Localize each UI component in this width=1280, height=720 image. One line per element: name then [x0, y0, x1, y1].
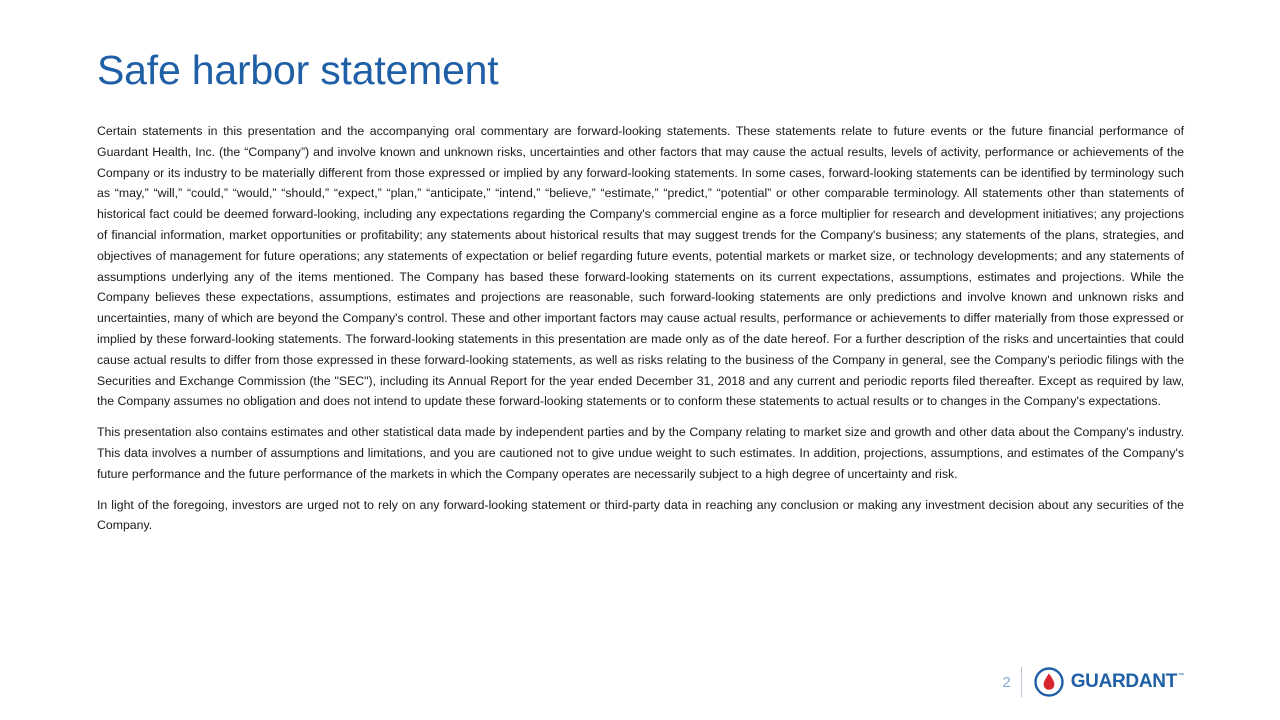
- paragraph-statistical-data: This presentation also contains estimates and other statistical data made by independent parties and by the Company relating to market size and growth and other data about the Company's industry. This data involves a number of assumptions and limitations, and you are cautioned not to give undue weight to such estimates. In addition, projections, assumptions, and estimates of the Company's future performance and the future performance of the markets in which the Company operates are necessarily subject to a high degree of uncertainty and risk.: [97, 425, 1184, 481]
- slide-footer: [1002, 666, 1184, 698]
- guardant-logo: [1034, 667, 1184, 697]
- paragraph-forward-looking: Certain statements in this presentation and the accompanying oral commentary are forward-looking statements. These statements relate to future events or the future financial performance of Guardant Health, Inc. (the “Company”) and involve known and unknown risks, uncertainties and other factors that may cause the actual results, levels of activity, performance or achievements of the Company or its industry to be materially different from those expressed or implied by any forward-looking statements. In some cases, forward-looking statements can be identified by terminology such as “may,” “will,” “could,” “would,” “should,” “expect,” “plan,” “anticipate,” “intend,” “believe,” “estimate,” “predict,” “potential” or other comparable terminology. All statements other than statements of historical fact could be deemed forward-looking, including any expectations regarding the Company's commercial engine as a force multiplier for research and development initiatives; any projections of financial information, market opportunities or profitability; any statements about historical results that may suggest trends for the Company's business; any statements of the plans, strategies, and objectives of management for future operations; any statements of expectation or belief regarding future events, potential markets or market size, or technology developments; and any statements of assumptions underlying any of the items mentioned. The Company has based these forward-looking statements on its current expectations, assumptions, estimates and projections. While the Company believes these expectations, assumptions, estimates and projections are reasonable, such forward-looking statements are only predictions and involve known and unknown risks and uncertainties, many of which are beyond the Company's control. These and other important factors may cause actual results, performance or achievements to differ materially from those expressed or implied by these forward-looking statements. The forward-looking statements in this presentation are made only as of the date hereof. For a further description of the risks and uncertainties that could cause actual results to differ from those expressed in these forward-looking statements, as well as risks relating to the business of the Company in general, see the Company's periodic filings with the Securities and Exchange Commission (the "SEC"), including its Annual Report for the year ended December 31, 2018 and any current and periodic reports filed thereafter. Except as required by law, the Company assumes no obligation and does not intend to update these forward-looking statements or to conform these statements to actual results or to changes in the Company's expectations.: [97, 124, 1184, 409]
- safe-harbor-body: [97, 121, 1184, 546]
- logo-wordmark: GUARDANT: [1070, 671, 1177, 692]
- footer-divider: [1021, 667, 1022, 697]
- page-number: 2: [1002, 674, 1011, 691]
- page-title: Safe harbor statement: [97, 47, 499, 93]
- logo-trademark: ™: [1178, 673, 1184, 679]
- blood-drop-icon: [1034, 667, 1064, 697]
- paragraph-investor-caution: In light of the foregoing, investors are urged not to rely on any forward-looking statement or third-party data in reaching any conclusion or making any investment decision about any securities of the Company.: [97, 497, 1184, 533]
